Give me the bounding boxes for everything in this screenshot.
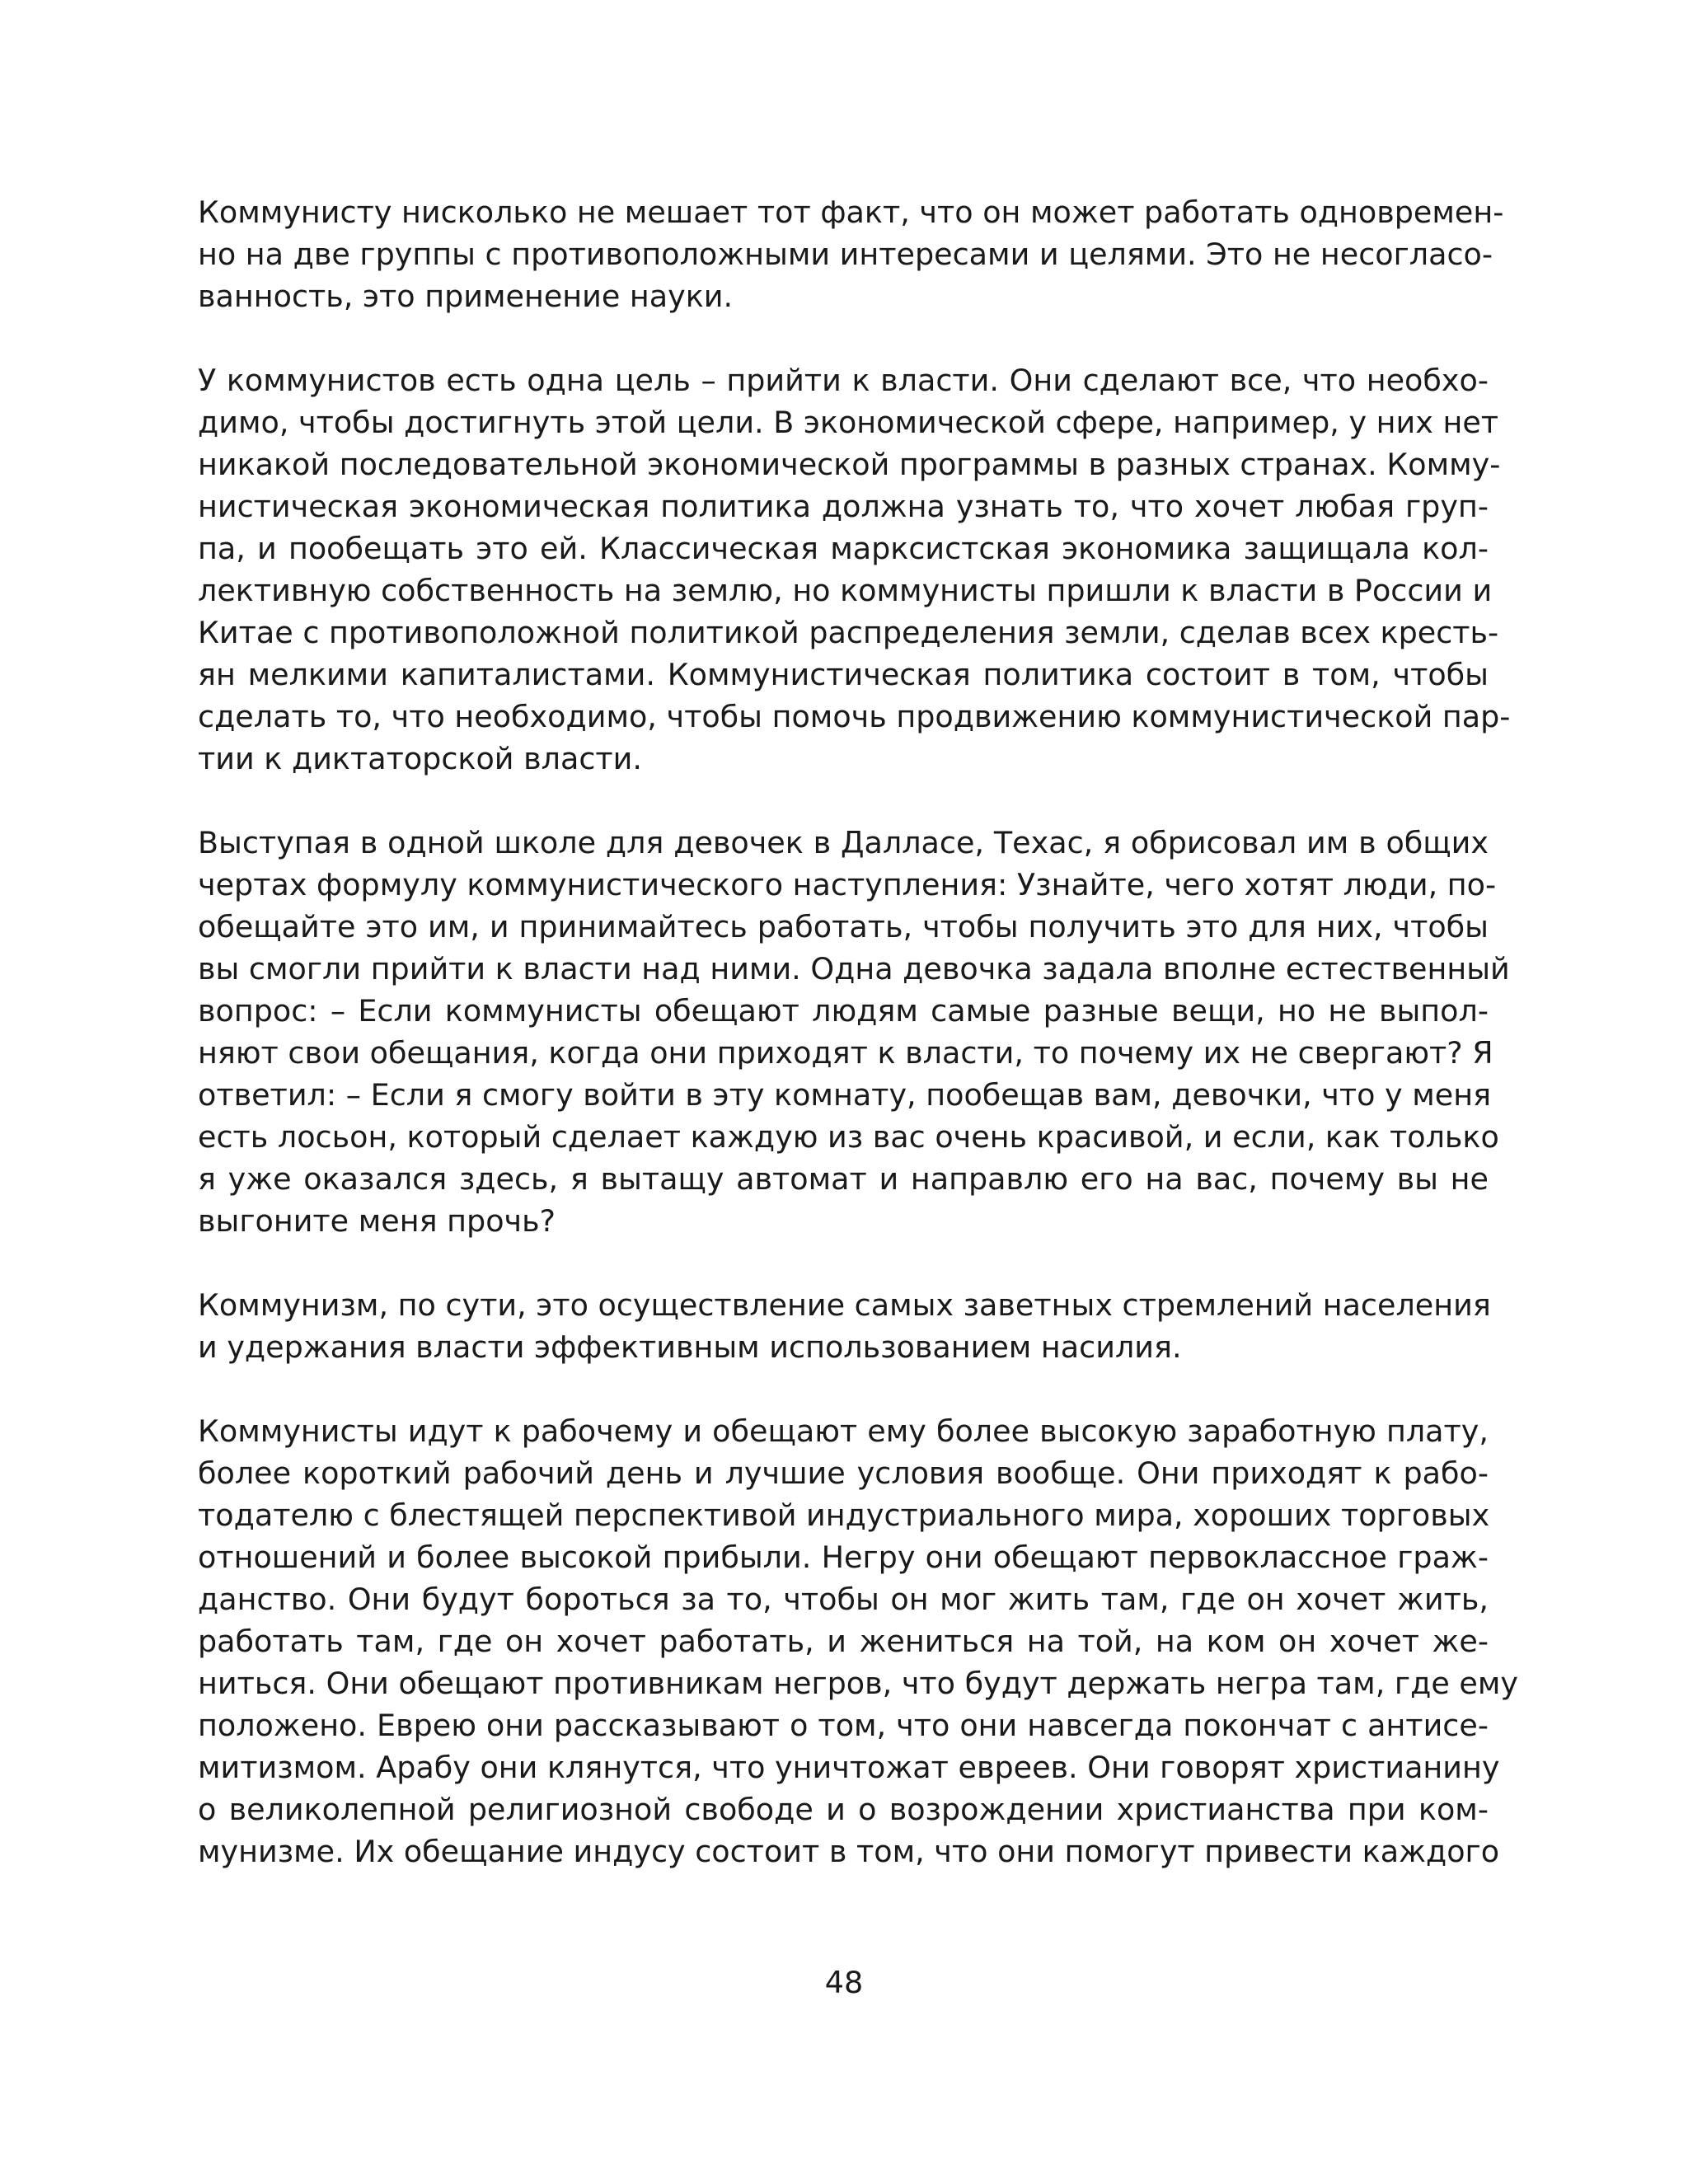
text-line: есть лосьон, который сделает каждую из вас очень красивой, и если, как только [198,1119,1499,1155]
body-text [198,191,1518,1915]
text-line: вы смогли прийти к власти над ними. Одна девочка задала вполне естественный [198,951,1510,987]
text-line: няют свои обещания, когда они приходят к власти, то почему их не свергают? Я [198,1035,1493,1071]
text-line: У коммунистов есть одна цель – прийти к власти. Они сделают все, что необхо- [198,363,1489,398]
text-line: ответил: – Если я смогу войти в эту комнату, пообещав вам, девочки, что у меня [198,1077,1492,1113]
text-line: положено. Еврею они рассказывают о том, что они навсегда покончат с антисе- [198,1708,1489,1743]
paragraph [198,359,1511,780]
text-line: митизмом. Арабу они клянутся, что уничтожат евреев. Они говорят христианину [198,1750,1500,1785]
text-line: нистическая экономическая политика должна узнать то, что хочет любая груп- [198,489,1489,524]
text-line: Китае с противоположной политикой распределения земли, сделав всех кресть- [198,615,1499,650]
text-line: более короткий рабочий день и лучшие условия вообще. Они приходят к рабо- [198,1455,1489,1491]
text-line: чертах формулу коммунистического наступления: Узнайте, чего хотят люди, по- [198,867,1497,902]
text-line: па, и пообещать это ей. Классическая марксистская экономика защищала кол- [198,531,1489,566]
text-line: тодателю с блестящей перспективой индустриального мира, хороших торговых [198,1497,1490,1533]
text-line: димо, чтобы достигнуть этой цели. В экономической сфере, например, у них нет [198,405,1499,440]
text-line: отношений и более высокой прибыли. Негру они обещают первоклассное граж- [198,1540,1489,1575]
text-line: лективную собственность на землю, но коммунисты пришли к власти в России и [198,573,1493,608]
text-line: тии к диктаторской власти. [198,741,642,776]
text-line: ниться. Они обещают противникам негров, что будут держать негра там, где ему [198,1666,1518,1701]
text-line: Выступая в одной школе для девочек в Далласе, Техас, я обрисовал им в общих [198,825,1489,860]
text-line: обещайте это им, и принимайтесь работать, чтобы получить это для них, чтобы [198,909,1489,944]
page-number: 48 [824,1965,864,2000]
text-line: о великолепной религиозной свободе и о возрождении христианства при ком- [198,1792,1489,1827]
text-line: Коммунисты идут к рабочему и обещают ему более высокую заработную плату, [198,1413,1489,1449]
paragraph [198,822,1510,1242]
text-line: сделать то, что необходимо, чтобы помочь продвижению коммунистической пар- [198,699,1511,734]
text-line: ванность, это применение науки. [198,279,734,314]
paragraph [198,191,1504,317]
paragraph [198,1410,1518,1872]
text-line: ян мелкими капиталистами. Коммунистическая политика состоит в том, чтобы [198,657,1489,692]
text-line: я уже оказался здесь, я вытащу автомат и направлю его на вас, почему вы не [198,1161,1489,1197]
text-line: данство. Они будут бороться за то, чтобы он мог жить там, где он хочет жить, [198,1582,1489,1617]
text-line: Коммунизм, по сути, это осуществление самых заветных стремлений населения [198,1287,1491,1323]
text-line: мунизме. Их обещание индусу состоит в том, что они помогут привести каждого [198,1834,1500,1869]
text-line: вопрос: – Если коммунисты обещают людям самые разные вещи, но не выпол- [198,993,1489,1029]
text-line: выгоните меня прочь? [198,1203,556,1239]
text-line: но на две группы с противоположными интересами и целями. Это не несогласо- [198,237,1493,272]
text-line: работать там, где он хочет работать, и жениться на той, на ком он хочет же- [198,1624,1489,1659]
text-line: никакой последовательной экономической программы в разных странах. Комму- [198,447,1501,482]
paragraph [198,1284,1489,1368]
text-line: и удержания власти эффективным использованием насилия. [198,1329,1182,1365]
text-line: Коммунисту нисколько не мешает тот факт, что он может работать одновремен- [198,194,1504,230]
